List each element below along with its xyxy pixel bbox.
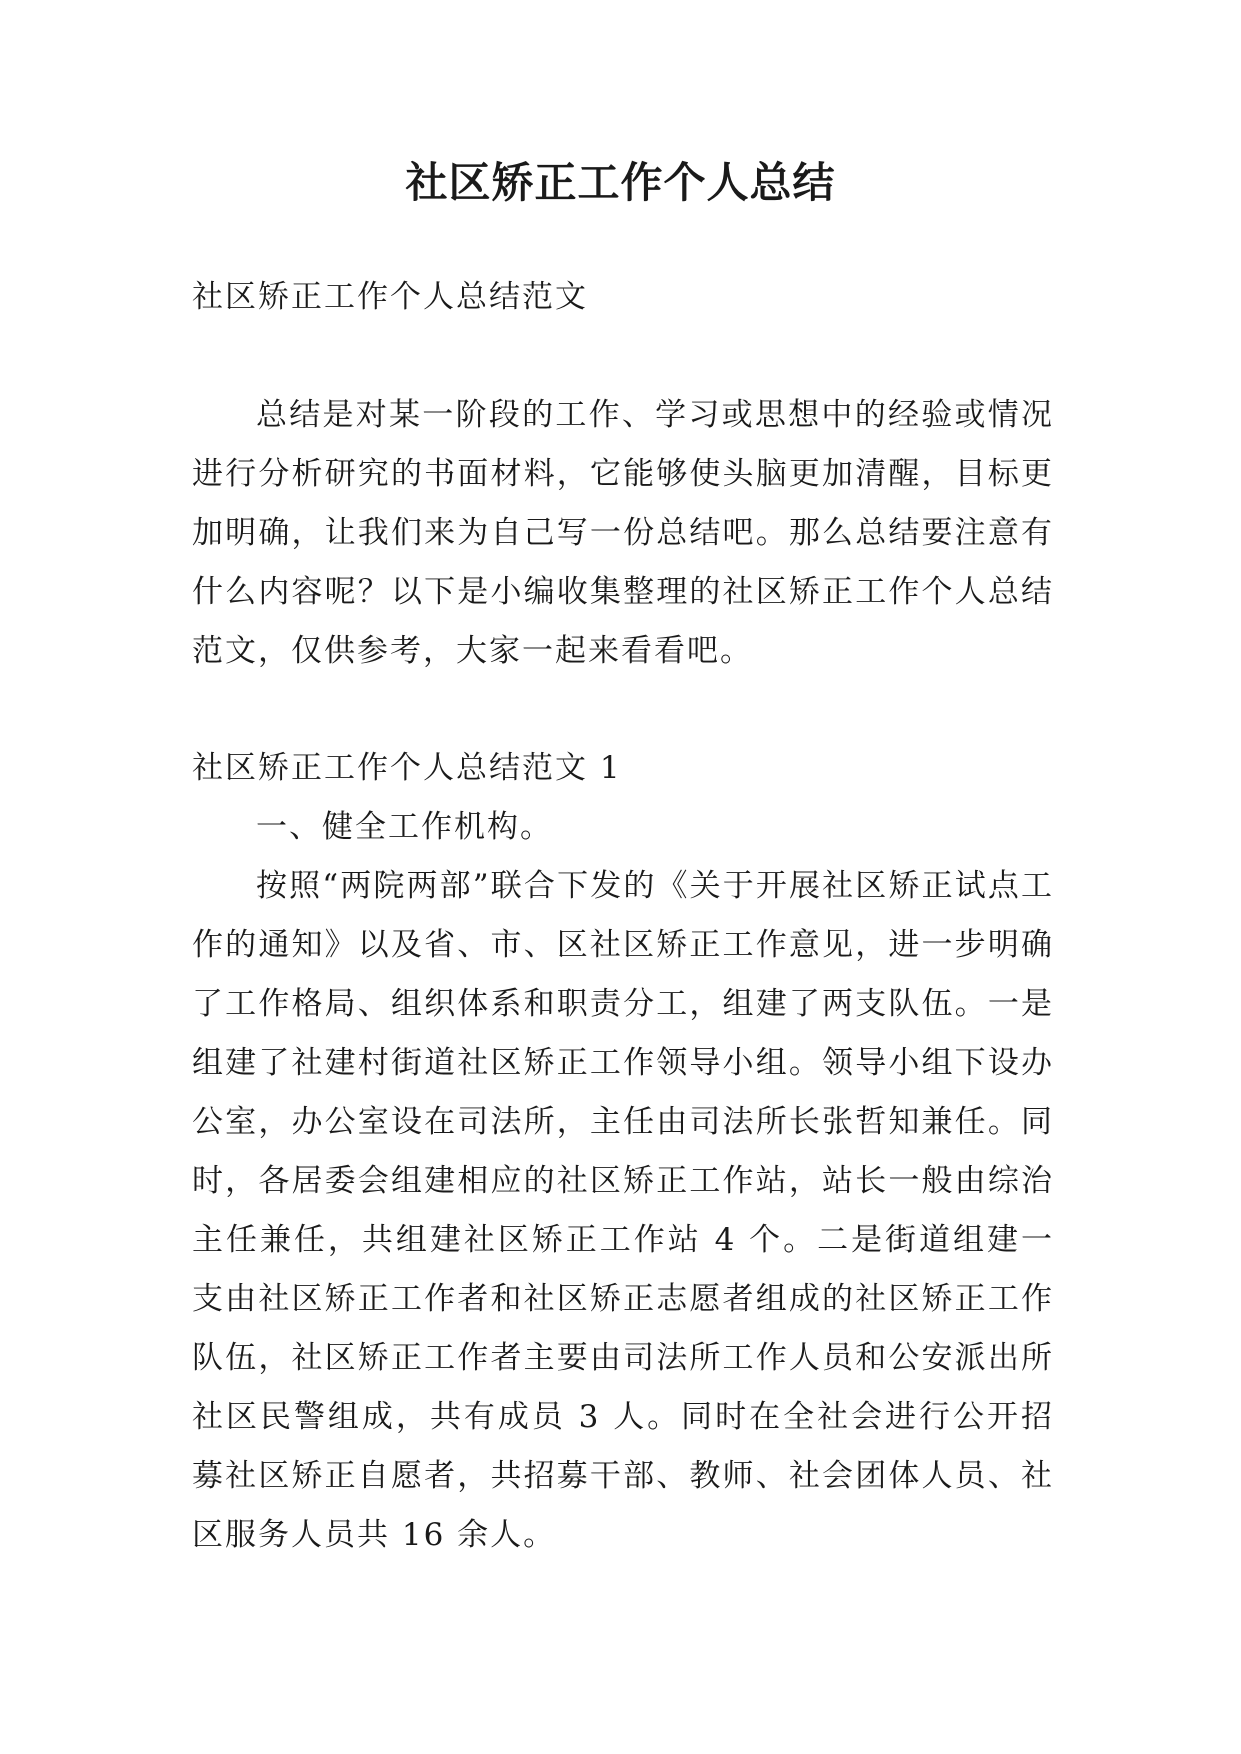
document-title: 社区矫正工作个人总结 <box>405 158 836 207</box>
body-paragraph: 按照“两院两部”联合下发的《关于开展社区矫正试点工作的通知》以及省、市、区社区矫正工作意见，进一步明确了工作格局、组织体系和职责分工，组建了两支队伍。一是组建了社建村街道社区矫正工作领导小组。领导小组下设办公室，办公室设在司法所，主任由司法所长张哲知兼任。同时，各居委会组建相应的社区矫正工作站，站长一般由综治主任兼任，共组建社区矫正工作站 4 个。二是街道组建一支由社区矫正工作者和社区矫正志愿者组成的社区矫正工作队伍，社区矫正工作者主要由司法所工作人员和公安派出所社区民警组成，共有成员 3 人。同时在全社会进行公开招募社区矫正自愿者，共招募干部、教师、社会团体人员、社区服务人员共 16 余人。 <box>192 868 1054 1553</box>
section-item: 一、健全工作机构。 <box>256 809 553 845</box>
intro-paragraph: 总结是对某一阶段的工作、学习或思想中的经验或情况进行分析研究的书面材料，它能够使头脑更加清醒，目标更加明确，让我们来为自己写一份总结吧。那么总结要注意有什么内容呢？以下是小编收集整理的社区矫正工作个人总结范文，仅供参考，大家一起来看看吧。 <box>192 397 1054 669</box>
section-heading: 社区矫正工作个人总结范文 1 <box>192 750 622 786</box>
document-body <box>192 268 1054 1565</box>
subtitle: 社区矫正工作个人总结范文 <box>192 279 588 315</box>
